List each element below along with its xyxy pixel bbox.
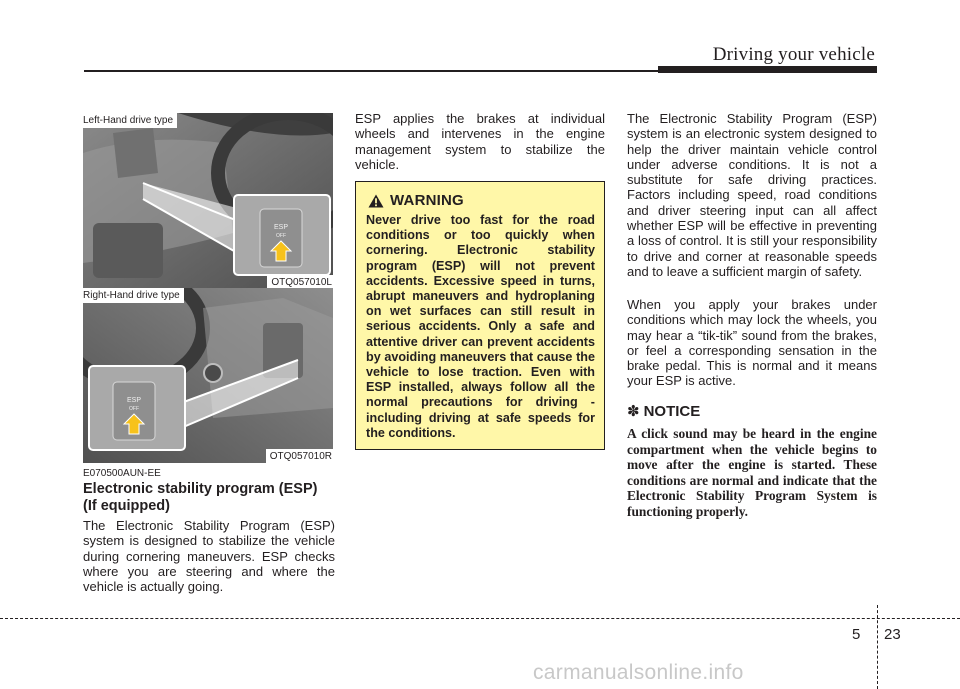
header-rule-bold <box>658 66 877 73</box>
esp-heading: Electronic stability program (ESP) (If equipped) <box>83 481 318 514</box>
warning-title: WARNING <box>390 192 464 209</box>
page-number: 23 <box>884 626 901 643</box>
esp-brakes-text: ESP applies the brakes at individual wheels and intervenes in the engine management system to stabilize the vehicle. <box>355 111 605 172</box>
figure-code-rhd: OTQ057010R <box>266 449 333 463</box>
notice-heading <box>627 402 700 420</box>
esp-button-label: ESP <box>273 224 289 231</box>
section-code: E070500AUN-EE <box>83 468 161 479</box>
dashboard-illustration-lhd <box>83 113 333 289</box>
esp-description-text: The Electronic Stability Program (ESP) system is an electronic system designed to help the driver maintain vehicle control under adverse conditions. It is not a substitute for safe driving practices. Factors including speed, road conditions and driver steering input can all affect whether ESP will be effective in preventing a loss of control. It is still your responsibility to drive and corner at reasonable speeds and to leave a sufficient margin of safety. <box>627 111 877 279</box>
notice-title: NOTICE <box>643 402 701 420</box>
esp-button-label: ESP <box>126 397 142 404</box>
notice-text: A click sound may be heard in the engine compartment when the vehicle begins to move after the engine is started. These conditions are normal and indicate that the Electronic Stability Program System is functioning properly. <box>627 426 877 519</box>
warning-triangle-icon <box>368 194 384 208</box>
figure-code-lhd: OTQ057010L <box>267 275 333 289</box>
watermark: carmanualsonline.info <box>533 661 744 684</box>
section-title: Driving your vehicle <box>712 44 875 65</box>
footer-divider <box>877 605 878 689</box>
footer-rule <box>0 618 960 619</box>
figure-left-hand-drive <box>83 113 333 289</box>
figure-tag-lhd: Left-Hand drive type <box>83 113 177 128</box>
page-chapter-number: 5 <box>852 626 861 643</box>
figure-right-hand-drive <box>83 288 333 463</box>
figure-tag-rhd: Right-Hand drive type <box>83 288 184 303</box>
dashboard-illustration-rhd <box>83 288 333 463</box>
esp-intro-text: The Electronic Stability Program (ESP) system is designed to stabilize the vehicle during cornering maneuvers. ESP checks where you are steering and where the vehicle is actually going. <box>83 518 335 595</box>
warning-box <box>355 181 605 450</box>
notice-star-icon: ✽ <box>627 403 640 420</box>
warning-text: Never drive too fast for the road conditions or too quickly when cornering. Electronic stability program (ESP) will not prevent accidents. Excessive speed in turns, abrupt maneuvers and hydroplaning on wet surfaces can still result in serious accidents. Only a safe and attentive driver can prevent accidents by avoiding maneuvers that cause the vehicle to lose traction. Even with ESP installed, always follow all the normal precautions for driving - including driving at safe speeds for the conditions. <box>366 213 595 440</box>
esp-button-sublabel: OFF <box>276 233 286 239</box>
header-rule <box>84 70 664 72</box>
esp-button-sublabel: OFF <box>129 406 139 412</box>
esp-active-text: When you apply your brakes under conditions which may lock the wheels, you may hear a “tik-tik” sound from the brakes, or feel a corresponding sensation in the brake pedal. This is normal and it means your ESP is active. <box>627 297 877 389</box>
